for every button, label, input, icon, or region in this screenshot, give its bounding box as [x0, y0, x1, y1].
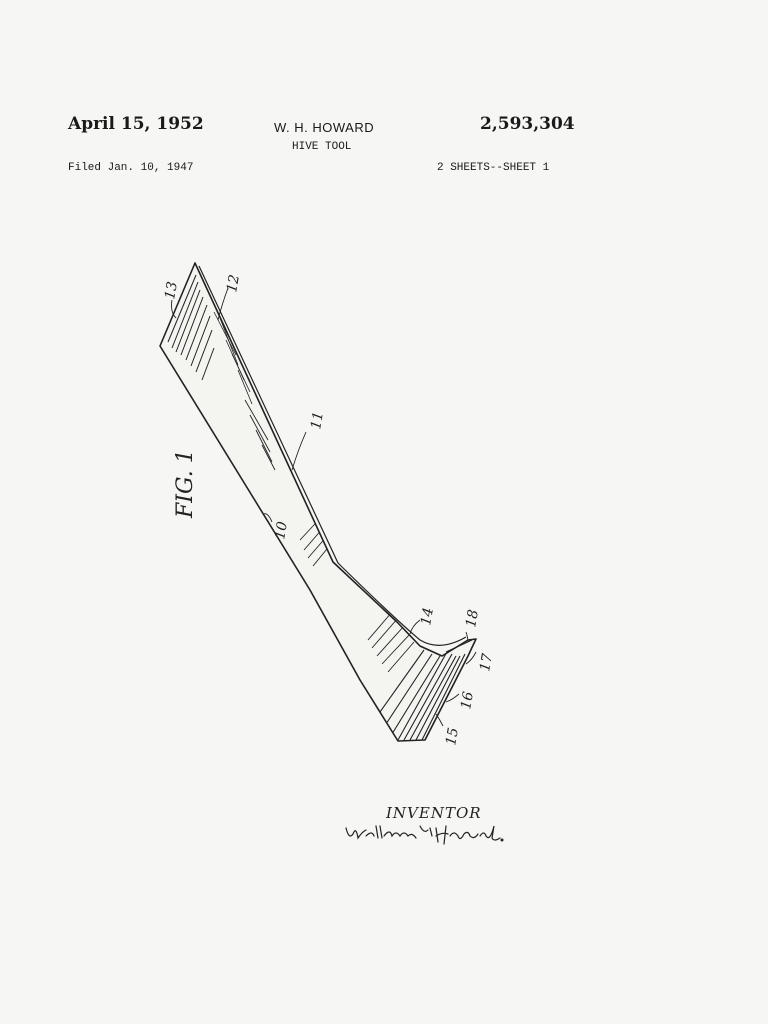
inventor-signature	[346, 826, 503, 844]
ref-numeral-17: 17	[477, 652, 497, 673]
inventor-name: W. H. HOWARD	[274, 120, 375, 135]
ref-numeral-10: 10	[272, 520, 292, 541]
ref-numeral-13: 13	[162, 280, 182, 301]
ref-numeral-18: 18	[463, 608, 483, 629]
ref-numeral-12: 12	[224, 273, 244, 294]
ref-numeral-16: 16	[458, 690, 478, 711]
patent-number: 2,593,304	[480, 114, 575, 134]
ref-numeral-14: 14	[418, 606, 438, 627]
ref-numeral-15: 15	[443, 726, 463, 747]
ref-numeral-11: 11	[308, 410, 328, 431]
sheet-count: 2 SHEETS--SHEET 1	[437, 162, 550, 174]
filing-date: Filed Jan. 10, 1947	[68, 162, 194, 174]
patent-title: HIVE TOOL	[292, 141, 352, 153]
hive-tool-drawing	[160, 263, 476, 741]
patent-date: April 15, 1952	[68, 114, 204, 134]
inventor-caption: INVENTOR	[386, 804, 482, 822]
figure-label: FIG. 1	[173, 449, 198, 518]
